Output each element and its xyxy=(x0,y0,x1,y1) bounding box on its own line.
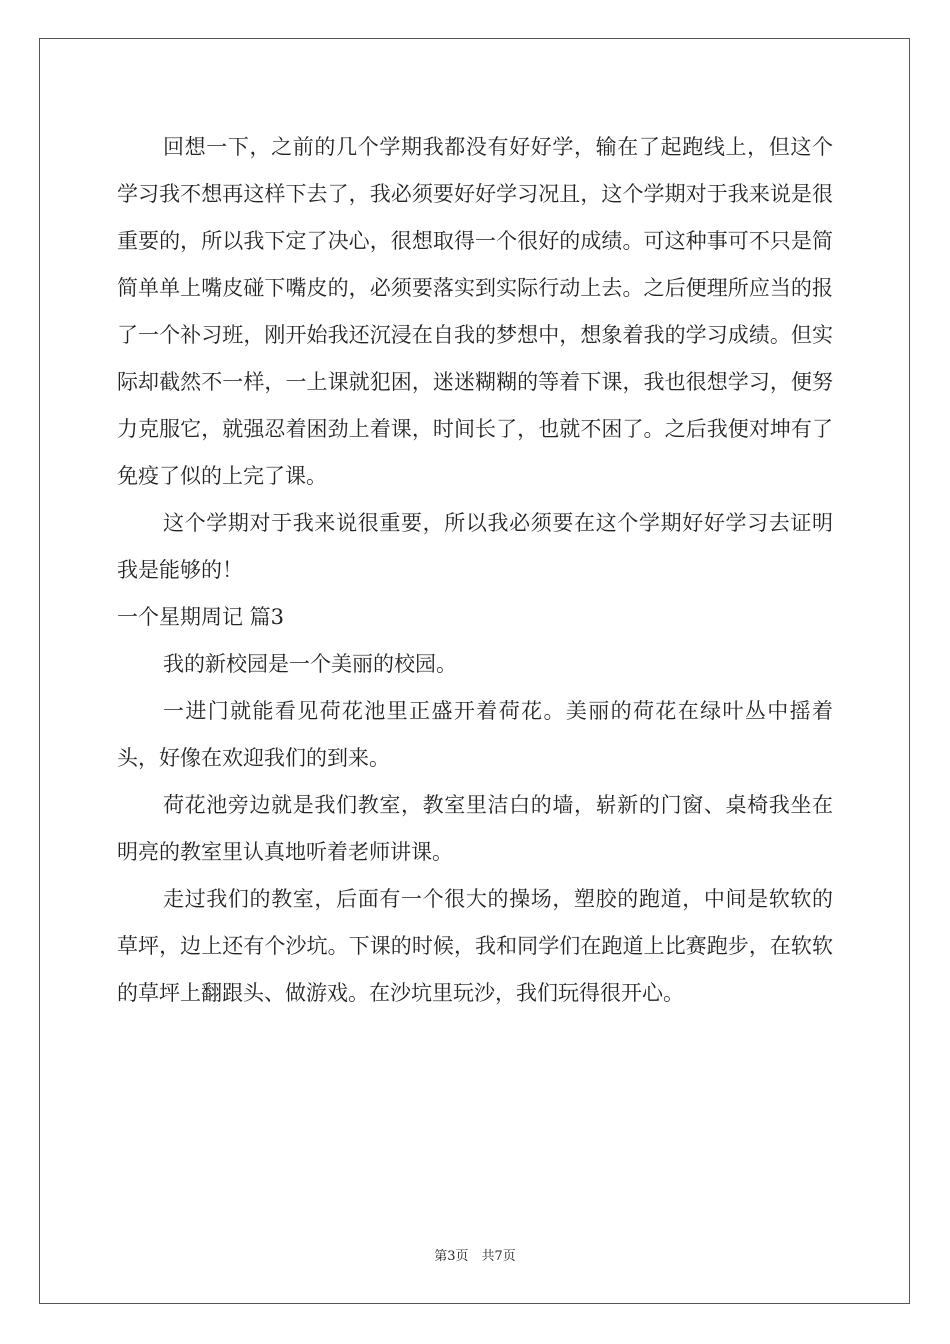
paragraph: 走过我们的教室，后面有一个很大的操场，塑胶的跑道，中间是软软的草坪，边上还有个沙坑。下课的时候，我和同学们在跑道上比赛跑步，在软软的草坪上翻跟头、做游戏。在沙坑里玩沙，我们玩得很开心。 xyxy=(117,887,833,1005)
paragraph: 回想一下，之前的几个学期我都没有好好学，输在了起跑线上，但这个学习我不想再这样下去了，我必须要好好学习况且，这个学期对于我来说是很重要的，所以我下定了决心，很想取得一个很好的成绩。可这种事可不只是简简单单上嘴皮碰下嘴皮的，必须要落实到实际行动上去。之后便理所应当的报了一个补习班，刚开始我还沉浸在自我的梦想中，想象着我的学习成绩。但实际却截然不一样，一上课就犯困，迷迷糊糊的等着下课，我也很想学习，便努力克服它，就强忍着困劲上着课，时间长了，也就不困了。之后我便对坤有了免疫了似的上完了课。 xyxy=(117,135,833,488)
paragraph: 我的新校园是一个美丽的校园。 xyxy=(163,652,457,676)
document-body xyxy=(117,124,833,1017)
page-number: 第3页 共7页 xyxy=(434,1249,516,1264)
paragraph: 荷花池旁边就是我们教室，教室里洁白的墙，崭新的门窗、桌椅我坐在明亮的教室里认真地听着老师讲课。 xyxy=(117,793,833,864)
section-heading: 一个星期周记 篇3 xyxy=(117,605,285,629)
paragraph: 这个学期对于我来说很重要，所以我必须要在这个学期好好学习去证明我是能够的！ xyxy=(117,511,833,582)
paragraph: 一进门就能看见荷花池里正盛开着荷花。美丽的荷花在绿叶丛中摇着头，好像在欢迎我们的到来。 xyxy=(117,699,833,770)
